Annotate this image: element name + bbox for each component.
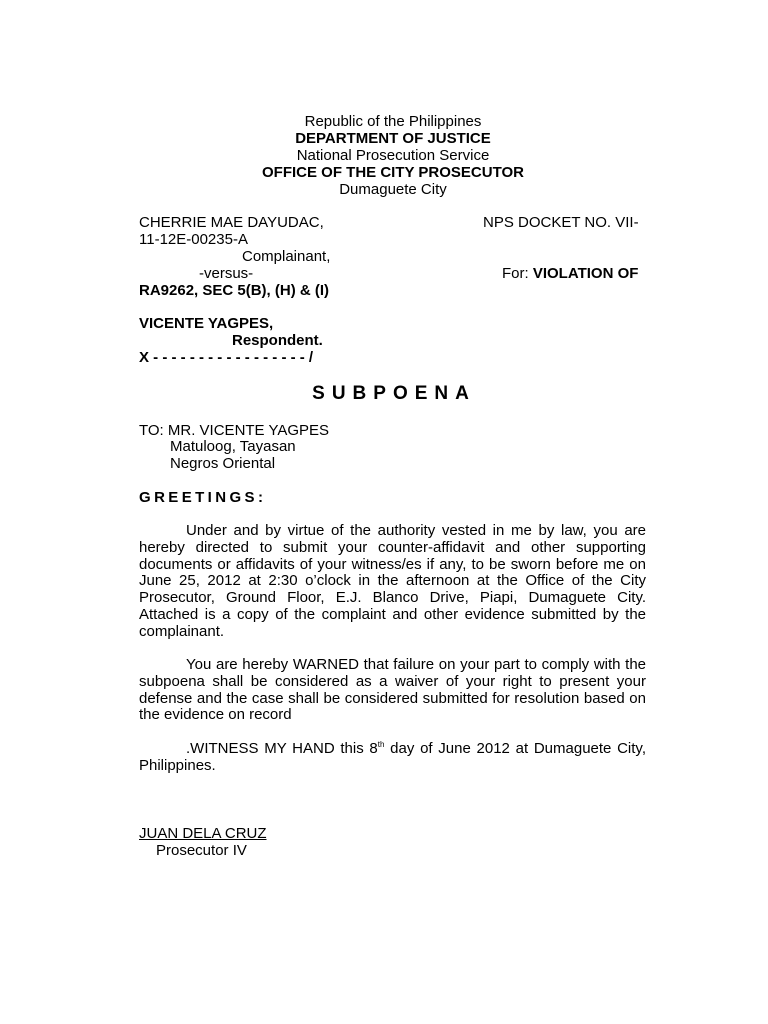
header-service: National Prosecution Service (296, 147, 490, 164)
violation-label: VIOLATION OF (532, 265, 639, 282)
header-republic: Republic of the Philippines (304, 113, 482, 130)
paragraph-warning (139, 657, 646, 724)
header-city: Dumaguete City (339, 181, 447, 198)
for-label: For: (502, 265, 529, 282)
respondent-name: VICENTE YAGPES, (139, 315, 274, 332)
caption-separator: X - - - - - - - - - - - - - - - - - / (139, 349, 314, 366)
document-title: SUBPOENA (312, 383, 476, 404)
paragraph-warning-text: You are hereby WARNED that failure on your part to comply with the subpoena shall be considered as a waiver of your right to present your defense and the case shall be considered submitted for resolution based on the evidence on record (139, 656, 646, 724)
violation-detail: RA9262, SEC 5(B), (H) & (I) (139, 282, 330, 299)
versus: -versus- (199, 265, 254, 282)
witness-ordinal-suffix: th (377, 740, 385, 749)
complainant-role: Complainant, (242, 248, 331, 265)
signatory-name: JUAN DELA CRUZ (139, 825, 267, 842)
witness-text-start: .WITNESS MY HAND this 8 (186, 740, 378, 757)
respondent-role: Respondent. (232, 332, 323, 349)
docket-number: 11-12E-00235-A (139, 231, 248, 248)
addressee-to: TO: MR. VICENTE YAGPES (139, 422, 330, 439)
paragraph-directive (139, 523, 646, 641)
for-line (502, 265, 638, 282)
paragraph-directive-text: Under and by virtue of the authority vested in me by law, you are hereby directed to submit your counter-affidavit and other supporting documents or affidavits of your witness/es if any, to be sworn before me on June 25, 2012 at 2:30 o’clock in the afternoon at the Office of the City Prosecutor, Ground Floor, E.J. Blanco Drive, Piapi, Dumaguete City. Attached is a copy of the complaint and other evidence submitted by the complainant. (139, 522, 646, 640)
witness-text-end: day of June 2012 at Dumaguete City, Philippines. (139, 740, 646, 774)
signatory-position: Prosecutor IV (156, 842, 247, 859)
paragraph-witness (139, 741, 646, 775)
docket-label: NPS DOCKET NO. VII- (483, 214, 639, 231)
addressee-address2: Negros Oriental (170, 455, 276, 472)
header-department: DEPARTMENT OF JUSTICE (295, 130, 491, 147)
addressee-address1: Matuloog, Tayasan (170, 438, 296, 455)
greetings: GREETINGS: (139, 489, 267, 506)
header-office: OFFICE OF THE CITY PROSECUTOR (262, 164, 524, 181)
complainant-name: CHERRIE MAE DAYUDAC, (139, 214, 324, 231)
